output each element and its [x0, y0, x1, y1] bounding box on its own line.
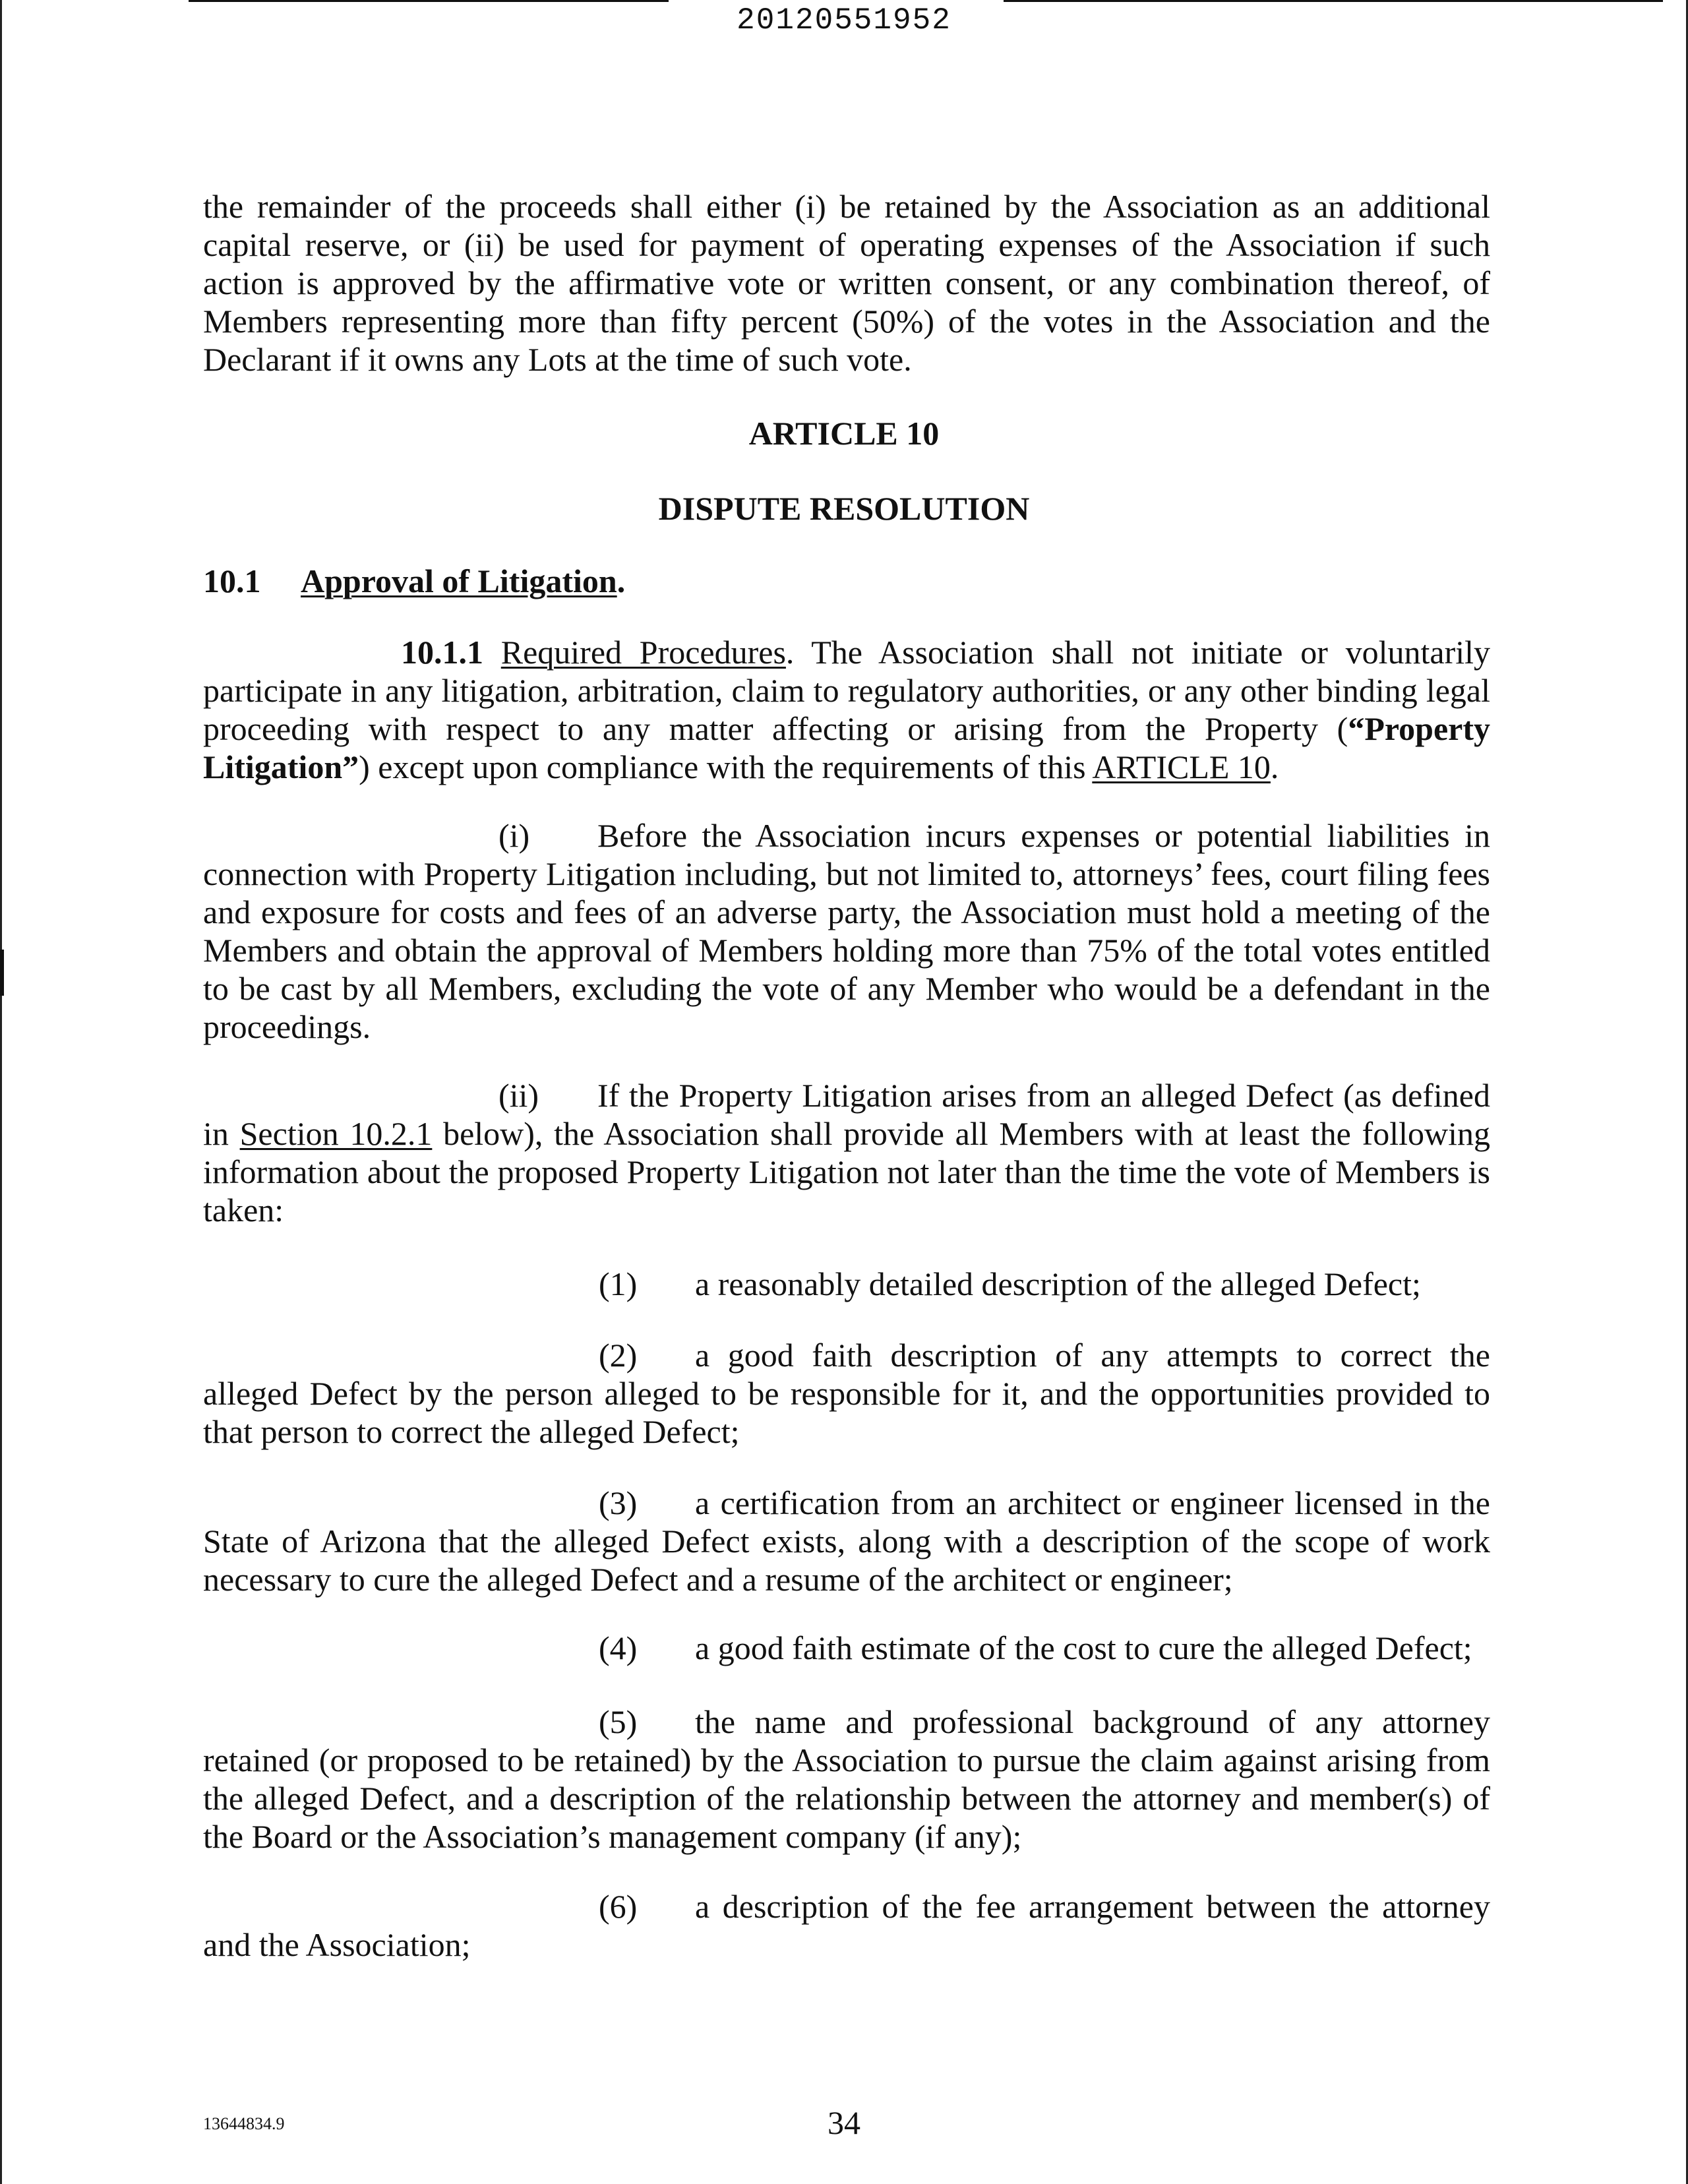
text-line	[203, 816, 1490, 855]
scan-edge-left	[0, 0, 2, 2184]
item-marker: (6)	[599, 1888, 638, 1925]
text-fragment: below), the Association shall provide all Members with at least the following	[432, 1115, 1490, 1152]
text-line: alleged Defect by the person alleged to be responsible for it, and the opportunities provided to	[203, 1375, 1490, 1412]
text-fragment: proceeding with respect to any matter affecting or arising from the Property (	[203, 710, 1348, 747]
section-number: 10.1	[203, 562, 261, 599]
text-line: connection with Property Litigation including, but not limited to, attorneys’ fees, court filing fees	[203, 855, 1490, 892]
list-item	[203, 1887, 1490, 1964]
header-rule-right	[1004, 0, 1663, 2]
item-marker: (2)	[599, 1337, 638, 1374]
subsection-title: Required Procedures	[500, 634, 786, 671]
footer-document-id: 13644834.9	[203, 2114, 285, 2133]
text-line: that person to correct the alleged Defect;	[203, 1413, 740, 1450]
cross-reference: ARTICLE 10	[1092, 748, 1271, 785]
header-rule-left	[189, 0, 669, 2]
list-item	[203, 1703, 1490, 1856]
text-line: the alleged Defect, and a description of the relationship between the attorney and member(s) of	[203, 1780, 1490, 1817]
text-line	[203, 1484, 1490, 1522]
item-marker: (1)	[599, 1265, 638, 1302]
text-line: State of Arizona that the alleged Defect exists, along with a description of the scope of work	[203, 1523, 1490, 1560]
text-fragment: . The Association shall not initiate or voluntarily	[785, 634, 1491, 671]
scan-edge-mark	[0, 950, 4, 996]
text-fragment: a good faith estimate of the cost to cure the alleged Defect;	[695, 1629, 1472, 1666]
text-line: and the Association;	[203, 1926, 471, 1963]
paragraph-i	[203, 816, 1490, 1046]
text-line	[203, 748, 1490, 786]
list-item	[203, 1336, 1490, 1451]
text-fragment: ) except upon compliance with the requirements of this	[359, 748, 1093, 785]
text-line: capital reserve, or (ii) be used for payment of operating expenses of the Association if such	[203, 226, 1490, 263]
section-title: Approval of Litigation	[301, 562, 617, 599]
paragraph-marker: (ii)	[498, 1077, 539, 1114]
article-title: DISPUTE RESOLUTION	[658, 490, 1030, 527]
text-line	[203, 1703, 1490, 1741]
text-line	[203, 1629, 1490, 1667]
text-line: proceedings.	[203, 1008, 371, 1045]
text-fragment: in	[203, 1115, 240, 1152]
section-title-period: .	[617, 562, 626, 599]
text-line: Declarant if it owns any Lots at the time of such vote.	[203, 341, 912, 378]
text-line: the Board or the Association’s management company (if any);	[203, 1818, 1022, 1855]
paragraph-marker: (i)	[498, 817, 530, 854]
text-fragment: a certification from an architect or engineer licensed in the	[695, 1484, 1490, 1521]
recording-number: 20120551952	[737, 3, 951, 38]
defined-term: Litigation”	[203, 748, 359, 785]
page-number: 34	[828, 2104, 860, 2141]
text-line	[203, 1265, 1490, 1303]
intro-paragraph	[203, 187, 1490, 379]
text-fragment: a reasonably detailed description of the alleged Defect;	[695, 1265, 1421, 1302]
list-item	[203, 1484, 1490, 1598]
subsection-number: 10.1.1	[401, 634, 483, 671]
text-line: information about the proposed Property Litigation not later than the time the vote of Members is	[203, 1153, 1490, 1190]
section-10-1-1-paragraph	[203, 633, 1490, 786]
text-fragment: If the Property Litigation arises from an alleged Defect (as defined	[597, 1077, 1490, 1114]
text-line: taken:	[203, 1192, 284, 1228]
text-fragment: a description of the fee arrangement between the attorney	[695, 1888, 1490, 1925]
text-line: and exposure for costs and fees of an adverse party, the Association must hold a meeting of the	[203, 894, 1490, 930]
section-heading-10-1	[203, 562, 1490, 600]
item-marker: (4)	[599, 1629, 638, 1666]
text-line	[203, 710, 1490, 748]
text-line: to be cast by all Members, excluding the vote of any Member who would be a defendant in the	[203, 970, 1490, 1007]
text-line: necessary to cure the alleged Defect and a resume of the architect or engineer;	[203, 1561, 1233, 1598]
text-line: action is approved by the affirmative vote or written consent, or any combination thereof, of	[203, 264, 1490, 301]
text-line: participate in any litigation, arbitration, claim to regulatory authorities, or any other binding legal	[203, 672, 1490, 709]
item-marker: (3)	[599, 1484, 638, 1521]
list-item	[203, 1265, 1490, 1303]
text-line	[203, 1114, 1490, 1153]
text-line	[203, 1887, 1490, 1926]
text-fragment: Before the Association incurs expenses or potential liabilities in	[597, 817, 1490, 854]
text-line: the remainder of the proceeds shall either (i) be retained by the Association as an additional	[203, 188, 1490, 225]
text-line	[203, 633, 1490, 671]
text-line	[203, 1336, 1490, 1374]
item-marker: (5)	[599, 1703, 638, 1740]
text-fragment: .	[1270, 748, 1279, 785]
cross-reference: Section 10.2.1	[239, 1115, 433, 1152]
text-line: retained (or proposed to be retained) by the Association to pursue the claim against arising from	[203, 1742, 1490, 1778]
text-line	[203, 1076, 1490, 1114]
text-line: Members representing more than fifty percent (50%) of the votes in the Association and the	[203, 303, 1490, 340]
defined-term: “Property	[1348, 710, 1490, 747]
list-item	[203, 1629, 1490, 1667]
text-fragment: a good faith description of any attempts to correct the	[695, 1337, 1490, 1374]
text-line: Members and obtain the approval of Members holding more than 75% of the total votes entitled	[203, 932, 1490, 969]
text-fragment: the name and professional background of any attorney	[695, 1703, 1490, 1740]
paragraph-ii	[203, 1076, 1490, 1229]
article-number: ARTICLE 10	[748, 415, 940, 452]
